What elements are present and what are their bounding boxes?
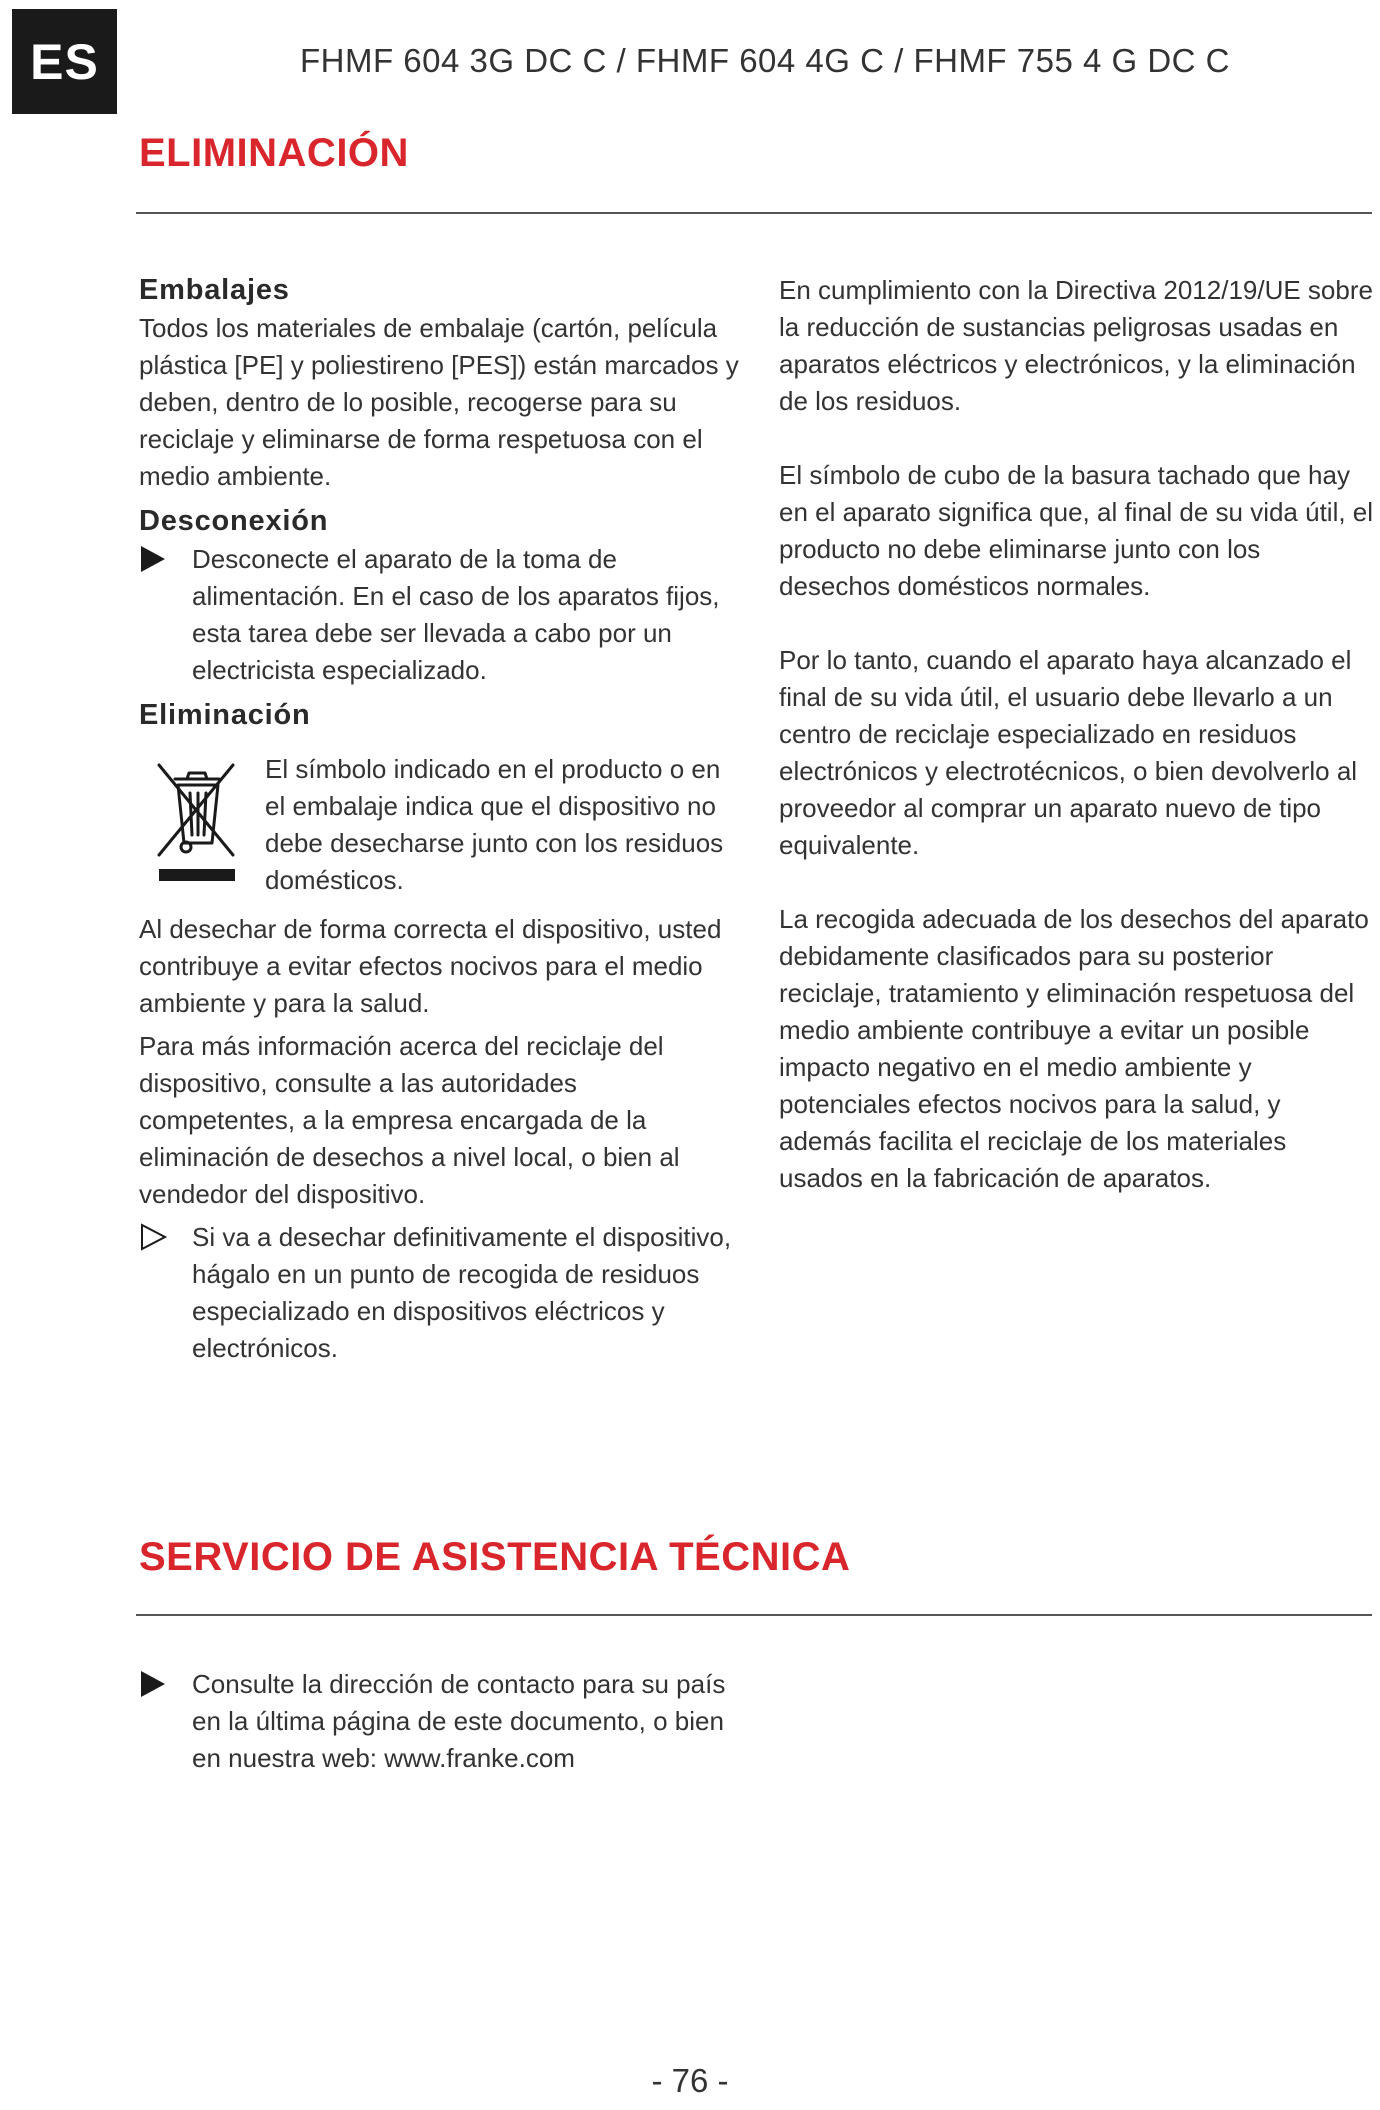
outline-triangle-bullet-icon <box>139 1221 171 1253</box>
language-badge: ES <box>12 9 117 114</box>
filled-triangle-bullet-icon <box>139 543 171 575</box>
right-column <box>779 272 1377 1234</box>
disposal-paragraph-1: Al desechar de forma correcta el dispositivo, usted contribuye a evitar efectos nocivos para el medio ambiente y para la salud. <box>139 914 722 1018</box>
disposal-bullet <box>139 1219 739 1367</box>
section-title-service: SERVICIO DE ASISTENCIA TÉCNICA <box>139 1535 851 1579</box>
subheading-disconnection: Desconexión <box>139 505 329 537</box>
right-paragraph-directive: En cumplimiento con la Directiva 2012/19/UE sobre la reducción de sustancias peligrosas usadas en aparatos eléctricos y electrónicos, y la eliminación de los residuos. <box>779 275 1373 416</box>
section-divider <box>136 1614 1372 1616</box>
section-divider <box>136 212 1372 214</box>
page-number: - 76 - <box>651 2062 729 2099</box>
weee-symbol-block <box>139 751 739 901</box>
service-block <box>139 1666 739 1777</box>
subheading-packaging: Embalajes <box>139 274 290 306</box>
service-contact-text: Consulte la dirección de contacto para su país en la última página de este documento, o bien en nuestra web: www.franke.com <box>192 1669 726 1773</box>
symbol-explanation-text: El símbolo indicado en el producto o en el embalaje indica que el dispositivo no debe desecharse junto con los residuos domésticos. <box>265 754 724 895</box>
subheading-disposal: Eliminación <box>139 699 311 731</box>
section-title-elimination: ELIMINACIÓN <box>139 131 409 175</box>
model-list-header: FHMF 604 3G DC C / FHMF 604 4G C / FHMF 755 4 G DC C <box>300 42 1231 79</box>
packaging-text: Todos los materiales de embalaje (cartón, película plástica [PE] y poliestireno [PES]) están marcados y deben, dentro de lo posible, recogerse para su reciclaje y eliminarse de forma respetuosa con el medio ambiente. <box>139 313 739 491</box>
filled-triangle-bullet-icon <box>139 1668 171 1700</box>
crossed-out-bin-icon <box>153 755 237 885</box>
disposal-bullet-text: Si va a desechar definitivamente el dispositivo, hágalo en un punto de recogida de residuos especializado en dispositivos eléctricos y electrónicos. <box>192 1222 732 1363</box>
right-paragraph-collection: La recogida adecuada de los desechos del aparato debidamente clasificados para su posterior reciclaje, tratamiento y eliminación respetuosa del medio ambiente contribuye a evitar un posible impacto negativo en el medio ambiente y potenciales efectos nocivos para la salud, y además facilita el reciclaje de los materiales usados en la fabricación de aparatos. <box>779 904 1369 1193</box>
disconnection-bullet <box>139 541 739 689</box>
right-paragraph-end-of-life: Por lo tanto, cuando el aparato haya alcanzado el final de su vida útil, el usuario debe llevarlo a un centro de reciclaje especializado en residuos electrónicos y electrotécnicos, o bien devolverlo al proveedor al comprar un aparato nuevo de tipo equivalente. <box>779 645 1358 860</box>
left-column <box>139 270 739 1367</box>
right-paragraph-bin-symbol: El símbolo de cubo de la basura tachado que hay en el aparato significa que, al final de su vida útil, el producto no debe eliminarse junto con los desechos domésticos normales. <box>779 460 1374 601</box>
disconnection-text: Desconecte el aparato de la toma de alimentación. En el caso de los aparatos fijos, esta tarea debe ser llevada a cabo por un electricista especializado. <box>192 544 720 685</box>
disposal-paragraph-2: Para más información acerca del reciclaje del dispositivo, consulte a las autoridades competentes, a la empresa encargada de la eliminación de desechos a nivel local, o bien al vendedor del dispositivo. <box>139 1031 680 1209</box>
service-bullet <box>139 1666 739 1777</box>
